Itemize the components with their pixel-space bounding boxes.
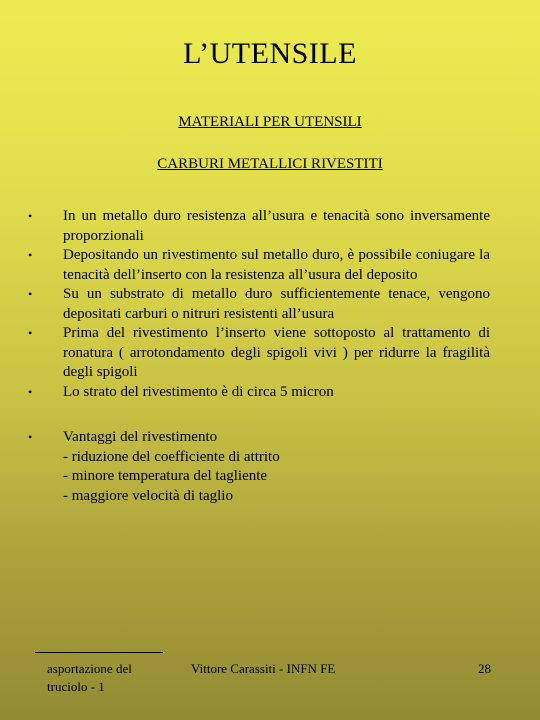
bullet-icon: •: [28, 209, 33, 223]
bullet-icon: •: [28, 287, 33, 301]
bullet-item: [28, 207, 490, 246]
subtitle-materials: MATERIALI PER UTENSILI: [178, 114, 362, 130]
bullet-icon: •: [28, 384, 33, 399]
bullet-text: Prima del rivestimento l’inserto viene sottoposto al trattamento di ronatura ( arrotondamento degli spigoli vivi ) per ridurre la fragilità degli spigoli: [63, 325, 490, 380]
advantage-line: - maggiore velocità di taglio: [63, 487, 233, 504]
bullet-item: [28, 383, 490, 403]
slide-title: L’UTENSILE: [183, 37, 357, 70]
advantage-line: - minore temperatura del tagliente: [63, 468, 268, 484]
footer-course-line: asportazione del: [47, 661, 132, 676]
page-number: 28: [478, 661, 491, 676]
footer-divider: [35, 652, 163, 653]
advantage-line: - riduzione del coefficiente di attrito: [63, 448, 280, 465]
bullet-item: [28, 324, 490, 383]
bullet-item: [28, 285, 490, 324]
bullet-text: Depositando un rivestimento sul metallo duro, è possibile coniugare la tenacità dell’inserto con la resistenza all’usura del deposito: [63, 247, 490, 283]
footer-course-line: truciolo - 1: [47, 679, 105, 694]
bullet-list: [28, 207, 490, 506]
bullet-icon: •: [28, 430, 33, 444]
footer-author: Vittore Carassiti - INFN FE: [191, 661, 336, 676]
bullet-icon: •: [28, 248, 33, 262]
advantages-heading: Vantaggi del rivestimento: [63, 429, 218, 445]
bullet-item: [28, 246, 490, 285]
bullet-icon: •: [28, 326, 33, 340]
subtitle-coated-carbides: CARBURI METALLICI RIVESTITI: [157, 156, 383, 172]
bullet-text: Lo strato del rivestimento è di circa 5 micron: [63, 383, 334, 400]
bullet-text: Su un substrato di metallo duro sufficientemente tenace, vengono depositati carburi o nitruri resistenti all’usura: [63, 286, 490, 322]
bullet-text: In un metallo duro resistenza all’usura e tenacità sono inversamente proporzionali: [63, 208, 490, 244]
footer-course-title: [47, 660, 177, 696]
advantages-item: [28, 428, 490, 506]
